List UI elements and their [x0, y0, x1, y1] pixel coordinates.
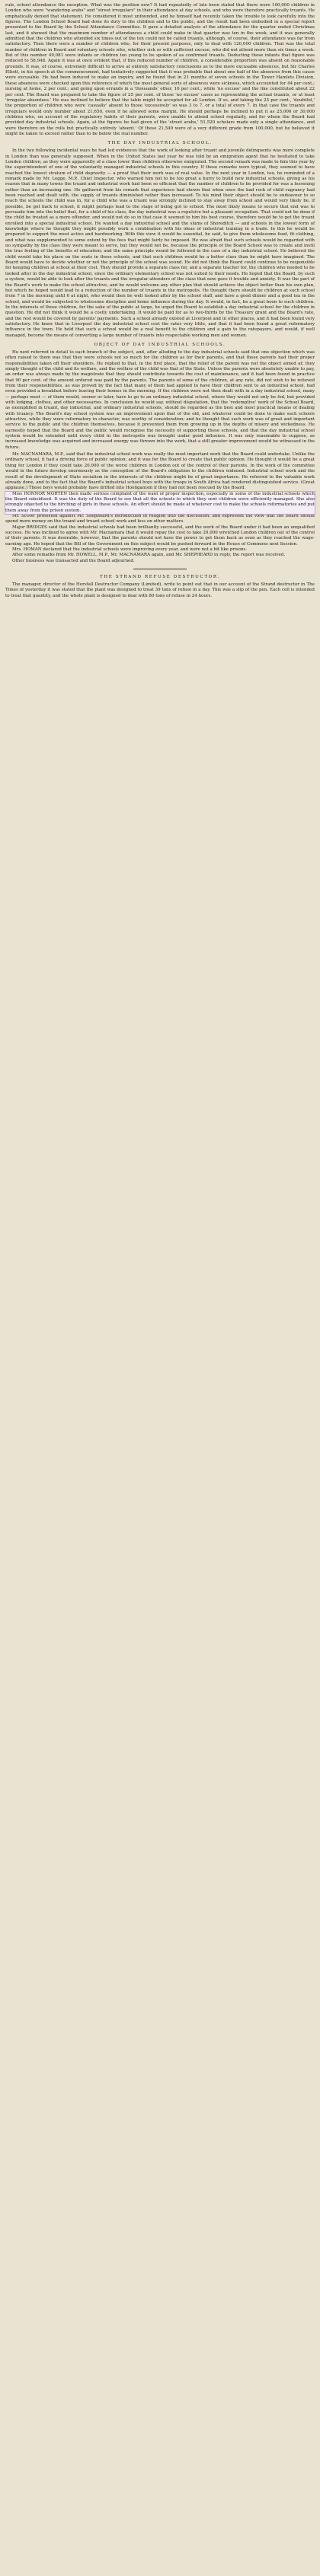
paragraph-howell: After some remarks from Mr. HOWELL, M.P., Mr. MACNAMARA again, and Mr. SHEPHEARD in reply, the report was received. [12, 553, 286, 558]
paragraph-bridges: Major BRIDGES said that the industrial schools had been brilliantly successful, and the work of the Board under it had been an unqualified success. He was inclined to agree with Mr. Macnamara that it would repay the cost to take 20,000 wretched London children out of the control of their parents. It was desirable, however, that the parents should not have the power to get them back as soon as they reached the wage-earning age. He hoped that the Bill of the Government on this subject would be pushed forward in the House of Commons next Session. [5, 524, 315, 547]
paragraph-shaw: Mr. SHAW protested against Mr. Shepheard's introduction of religion into the discussion; and expressed the view that the Board should spend more money on the truant and truant school work and less on other matters. [5, 513, 315, 524]
paragraph-strand: The manager, director of the Horsfall Destructor Company (Limited), write to point out that in our account of the Strand destructor in The Times of yesterday it was stated that the plant was designed to treat 39 tons of refuse in a day. This was a slip of the pen. Each cell is intended to treat that quantity, and the whole plant is designed to deal with 80 tons of refuse in 24 hours. [5, 582, 315, 598]
paragraph-adjourned: Other business was transacted and the Board adjourned. [12, 558, 135, 563]
paragraph-homan: Mrs. HOMAN declared that the industrial schools were improving every year, and were not a bit like prisons. [12, 547, 248, 552]
section-heading-object: OBJECT OF DAY INDUSTRIAL SCHOOLS. [94, 342, 226, 347]
section-heading-strand: THE STRAND REFUSE DESTRUCTOR. [99, 575, 221, 579]
paragraph-macnamara: Mr. MACNAMARA, M.P., said that the industrial school work was really the most important work that the Board could undertake. Unlike the ordinary school, it had a driving force of public opinion; and it was for the Board to create that public opinion. He thought it would be a great thing for London if they could take 20,000 of the worst children in London out of the control of their parents. In the work of the committee would in the future develop enormously as the conception of the Board's obligation to the children widened. Industrial school work and the result of the development of State socialism in the interests of the children might be of great importance. He referred to the valuable work already done, and to the fact that the Board's industrial school boys with the troops in South Africa had rendered distinguished service. (Great applause.) These boys would probably have drifted into Hooliganism if they had not been rescued by the Board. [5, 452, 315, 491]
paragraph-honnor-morten-highlighted: Miss HONNOR MORTEN then made serious complaint of the want of proper inspection, especially in some of the industrial schools which the Board subsidised. It was the duty of the Board to see that all the schools to which they sent children were efficiently managed. She also strongly objected to the birching of girls in these schools. An effort should be made at whatever cost to make the schools reformatories and put them away from the prison system. [5, 491, 315, 513]
section-heading-day-industrial: THE DAY INDUSTRIAL SCHOOL. [107, 141, 213, 146]
paragraph-object: He next referred in detail to each branch of the subject, and, after alluding to the day industrial schools said that one objection which was often raised to them was that they were schools not so much for the children as for their parents, and that these parents had their proper responsibilities taken off their shoulders. He replied to that, in the first place, that the relief of the parent was not the object aimed at; they simply thought of the child and its welfare, and the welfare of the child was that of the State. Unless the parents were absolutely unable to pay, an order was always made by the magistrate that they should contribute towards the cost of maintenance, and it had been found in practice that 90 per cent. of the amount ordered was paid by the parents. The parents of some of the children, at any rate, did not wish to be relieved from their responsibilities, as was proved by the fact that many of them had applied to have their children sent to an industrial school, had even provided a breakfast before leaving their homes in the morning. If the children were not then dealt with in a day industrial school, many — perhaps most — of them would, sooner or later, have to go to an ordinary industrial school, where they would not only be fed, but provided with lodging, clothes, and other necessaries. In conclusion he would say, without disputation, that the 'redemptive' work of the School Board, as exemplified in truant, day industrial, and ordinary industrial schools, should be regarded as the best and most practical means of dealing with truancy. The Board's day school system was an improvement upon that of the old, and whatever could be done to make such schools attractive, while they were reformatory in character, was worthy of consideration; and he thought that such work was of great and important service to the public and the children themselves, because it prevented them from growing up in the depths of misery and wickedness. He earnestly hoped that the Board and the public would recognise the necessity of supporting these schools, and that the day industrial school system would be extended until every child in the metropolis was brought under good influence. It was only reasonable to suppose, as increased knowledge was acquired and increased energy was thrown into the work, that a still greater improvement would be witnessed in the future. [5, 349, 315, 450]
paragraph-day-industrial: In the two following incidental ways he had led evidences that the work of looking after truant and juvenile delinquents was more complete in London than was generally supposed. When in the United States last year he was told by an emigration agent that he hesitated to take London children, as they were apparently of a class lower than children otherwise emigrated. The second remark was made to him this year by the superintendent of one of the voluntarily managed industrial schools in this country. If these remarks were typical, they seemed to have reached the lowest stratum of child depravity — a proof that their work was of real value. In the next year in London, too, he reminded of a remark made by Mr. Legge, M.P., Chief Inspector, who warned him not to be too great a hurry to build new industrial schools, giving as his reason that in many towns the truant and industrial work had been so efficient that the number of children to be provided for was a lessening rather than an increasing one. He gathered from his remark that experience had shown that when once the bad rock of child vagrancy had been reached and dealt with, the supply of truants diminished rather than increased. To his mind their object should be to endeavour to so reach the schools the child was in, for a child who was a truant was strongly inclined to stay away from school and would very likely be, if possible, be got back to school, it might perhaps lead to the stage of being got to school. The most likely means to secure that end was to persuade him into the belief that, for a child of his class, the day industrial was a repulsive but a pleasant occupation. That could not be done if the child be treated as a mere offender, and would not do so in that case it seemed to him his best course, therefore would be to get the truant enrolled into a special industrial school. He wanted a day industrial school and the slums of Shoreditch — and schools in the lowest form of knowledge where he thought they might possibly work a combination with his ideas of industrial training in a trade. In this he would be prepared to support the most active and hardworking. With this view it would be essential, he said, to give them wholesome food, fit clothing, and what was supplemented to some extent by the fees that might fairly be imposed. He was afraid that such schools would be regarded with no sympathy by the class they were meant to serve, but they would not be, because the principle of the Board School was to create and instil the true feeling of the benefits of education; and the same principle would be followed in the case of a day industrial school. He believed the child would take his place on the seats in these schools, and that such children would be a better class than he might have imagined. The Board would have to decide whether or not the principle of the school was sound. He did not think the Board could continue to be responsible for keeping children at school at their cost. They should provide a separate class for, and a separate teacher for, the children who needed to be looked after in the day industrial school, since the ordinary elementary school was not suited to their needs. He hoped that the Board, by such a system, would be able to look after the truants and the irregular attenders of the class that now gave it trouble and anxiety. It was the part of the Board's work to make the school attractive, and he would welcome any other plan that should achieve the object better than his own plan, but which he hoped would lead to a reduction of the number of truants in the metropolis. He thought there should be children at such school from 7 in the morning until 6 at night, who would then be well looked after by the school staff, and have a good dinner and a good tea in the school, and would be subjected to wholesome discipline and home influence during the day. It would, in fact, be a great boon to such children. In the interests of those children, for the sake of the public at large, he urged the Board to establish a day industrial school for the children in question. He did not think it would be a costly undertaking. It would be paid for as to two-thirds by the Treasury grant and the Board's rate, and the rest would be covered by parents' payments. Such a school already existed at Liverpool and in other places, and it had been found very satisfactory. He knew that in Liverpool the day industrial school cost the rates very little, and that it had been found a great reformatory influence in the town. He held that such a school would be a real benefit to the children and a gain to the ratepayers, and would, if well managed, become the means of converting a large number of truants into respectable working men and women. [5, 148, 315, 338]
opening-paragraph: rule, school attendance the exception. What was the position now? It had repeatedly of late been stated that there were 100,000 children in London who were "wandering arabs" and "street irregulars" in their attendance at day schools, and who were therefore practically truants. He emphatically denied that statement. He considered it most unfounded, and he himself had recently taken the trouble to look carefully into the figures. The London School Board had done its duty to the children and to the public, and the result had been embodied in a special report presented to the Board by the School Attendance Committee. It gave a detailed analysis of the attendance for the quarter ended Christmas last, and it showed that the maximum number of attendances a child could make in that quarter was ten in the week, and it was generally admitted that the children who attended six times out of the ten could not be called truants, although, of course, their attendance was far from satisfactory. Then there were a number of children who, for their present purposes, only to deal with 120,000 children. That was the total number of children in Board and voluntary schools who, whether sick or with sufficient excuse, who did not attend more than six times a week. But of this number 49,081 were infants or children too young to be spoken of as confirmed truants. Deducting those infants that figure was reduced to 58,948. Again it was at once evident that, if this reduced number of children, a considerable proportion was absent on reasonable grounds. It was, of course, extremely difficult to arrive at entirely satisfactory conclusions as to the more excusable absences, but Sir Charles Elliott, in his speech at the commencement, had tentatively suggested that it was probable that about one half of the absences from this cause were excusable. He had been induced to make an inquiry, and he found that in 21 months of seven schools in the Tower Hamlets Division, these absences were checked upon this reference of which the most general sorts of absences were sickness, which accounted for 44 per cent.; nursing at home, 2 per cent.; and going upon errands in a 'thousands' other, 16 per cent.; while 'no excuse' and the like constituted about 22 per cent. The Board was prepared to take the figure of 25 per cent. of those 'no excuse' cases as representing the actual truants, or at least 'irregular absentees.' He was inclined to believe that the table might be accepted for all London. If so, and taking the 25 per cent., 'doubtful,' the proportion of children who were 'casually' absent to those 'excessively' so was 3 to 7, or a total of every 7. In that case the truants and irregulars would only number about 21,650, even if he allowed some margin. He should perhaps be inclined to put it as 25,000 or 30,000 children who, on account of the regulatory habits of their parents, were unable to attend school regularly, and for whom the Board had provided day industrial schools. Again, at the figures he had given of the 'street arabs,' 51,520 scholars made only a single attendance, and were therefore on the rolls but practically entirely 'absent.' Of these 21,549 were of a very different grade from 100,000, but he believed it might be taken to exceed rather than to be below the real number. [5, 3, 315, 136]
